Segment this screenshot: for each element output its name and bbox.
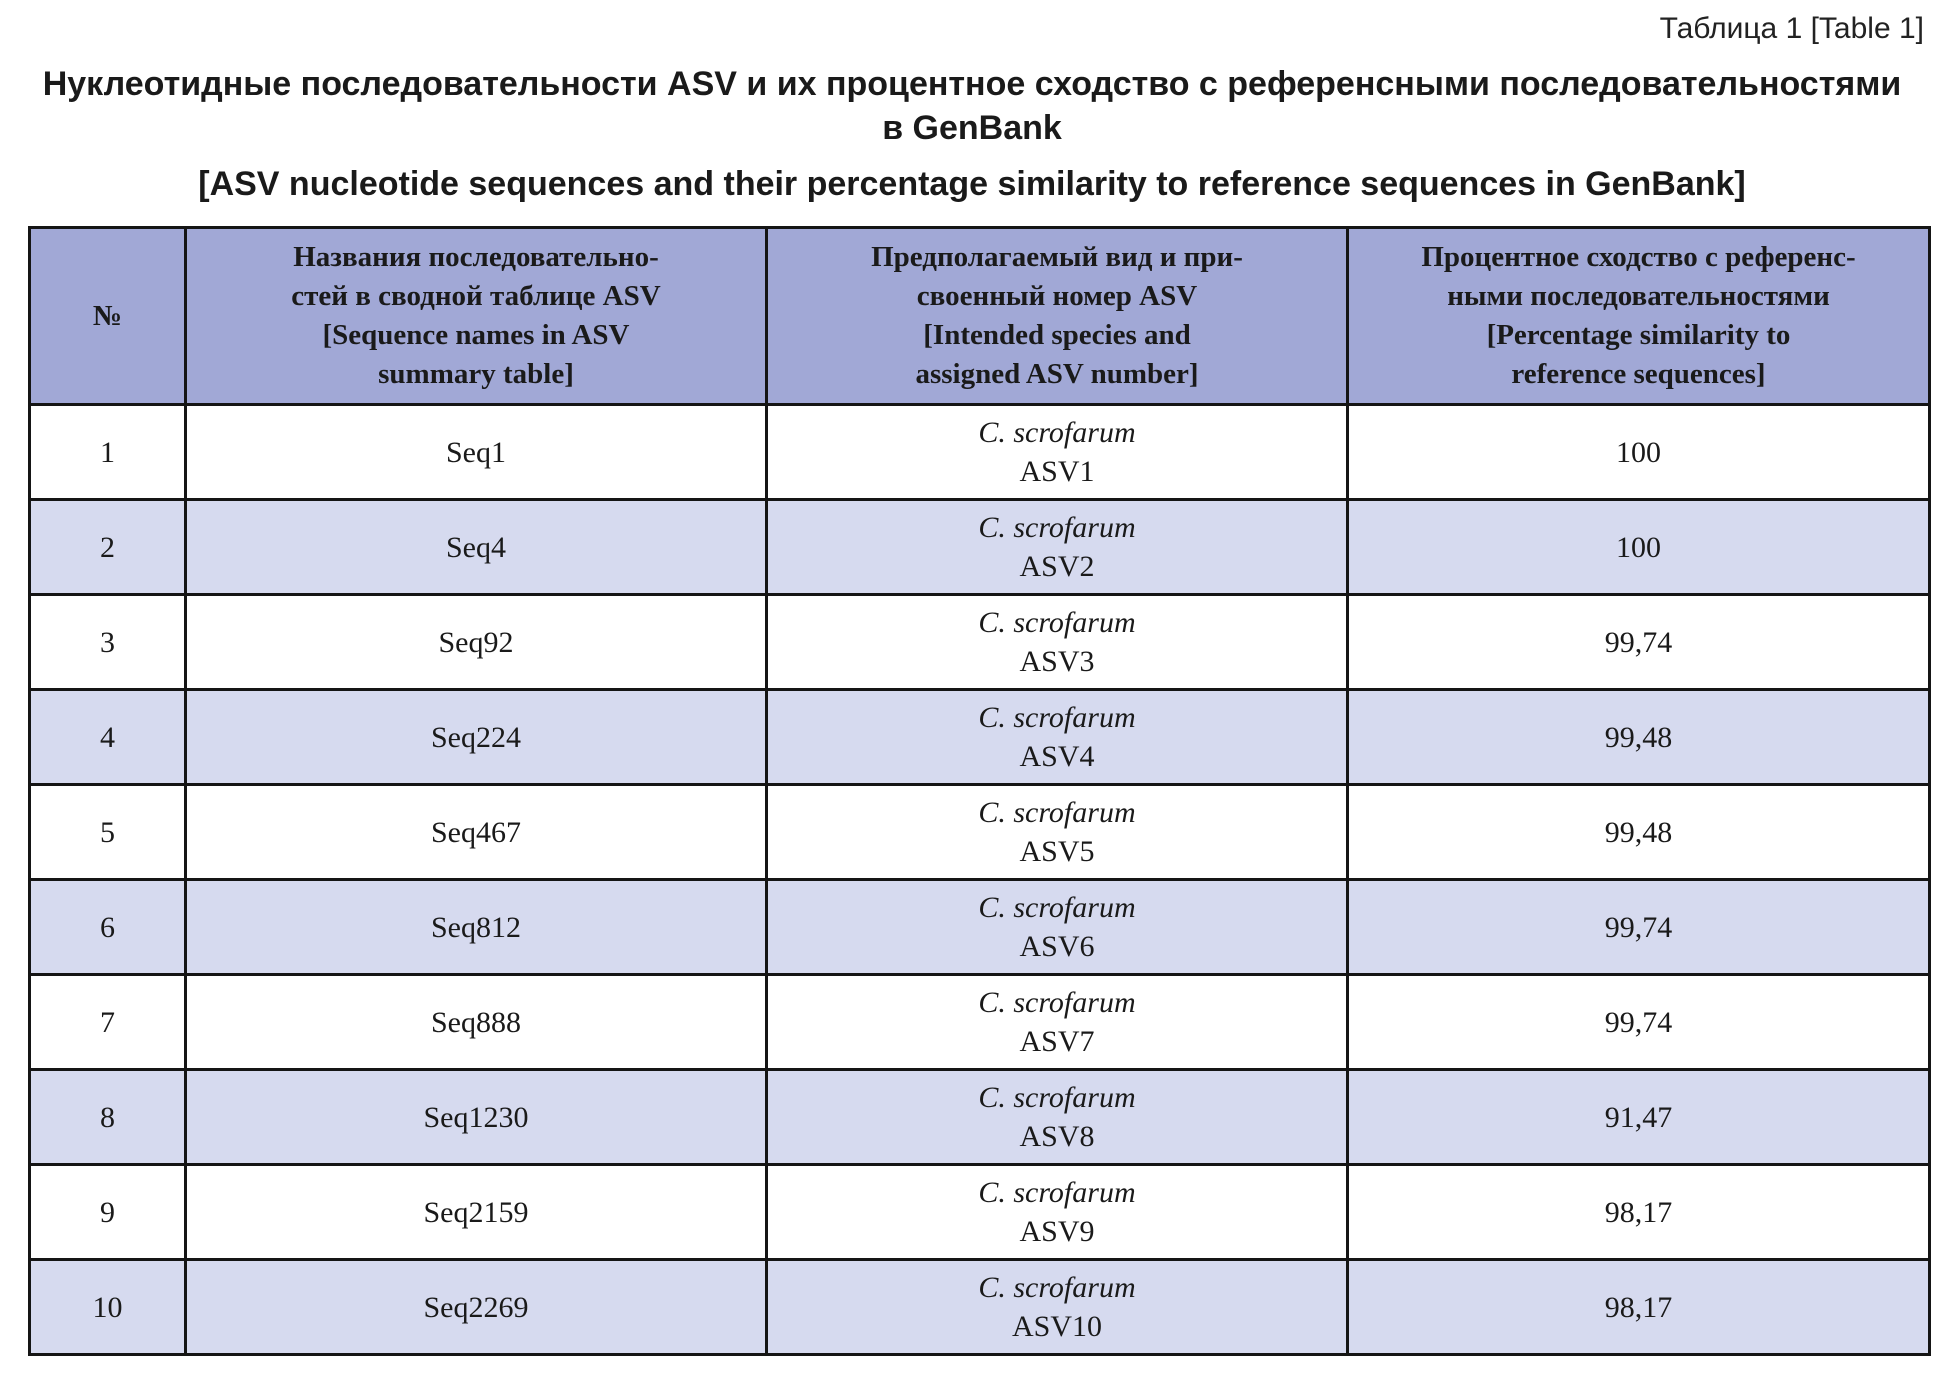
cell-similarity: 100 <box>1348 405 1930 500</box>
header-seq-line: стей в сводной таблице ASV <box>291 280 661 312</box>
table-row <box>30 1070 1930 1165</box>
asv-number: ASV10 <box>1011 1310 1102 1343</box>
species-name: C. scrofarum <box>978 796 1136 829</box>
asv-number: ASV2 <box>1019 550 1095 583</box>
header-species <box>767 228 1348 405</box>
header-seq-line: Названия последовательно- <box>293 241 659 273</box>
cell-similarity: 99,48 <box>1348 690 1930 785</box>
header-row <box>30 228 1930 405</box>
cell-sequence-name: Seq1 <box>186 405 767 500</box>
asv-number: ASV3 <box>1019 645 1095 678</box>
table-label: Таблица 1 [Table 1] <box>1659 12 1924 45</box>
cell-species <box>767 1165 1348 1260</box>
cell-species <box>767 1070 1348 1165</box>
species-name: C. scrofarum <box>978 1081 1136 1114</box>
cell-number: 2 <box>30 500 186 595</box>
asv-number: ASV1 <box>1019 455 1095 488</box>
table-body <box>30 405 1930 1355</box>
title-english: [ASV nucleotide sequences and their percentage similarity to reference sequences in GenBank] <box>198 165 1746 203</box>
table-row <box>30 690 1930 785</box>
table-row <box>30 785 1930 880</box>
cell-number: 8 <box>30 1070 186 1165</box>
cell-similarity: 100 <box>1348 500 1930 595</box>
species-name: C. scrofarum <box>978 416 1136 449</box>
header-species-line: [Intended species and <box>923 319 1191 351</box>
cell-number: 4 <box>30 690 186 785</box>
header-similarity-line: reference sequences] <box>1511 358 1766 390</box>
species-name: C. scrofarum <box>978 1176 1136 1209</box>
cell-similarity: 99,74 <box>1348 595 1930 690</box>
cell-sequence-name: Seq2269 <box>186 1260 767 1355</box>
cell-sequence-name: Seq2159 <box>186 1165 767 1260</box>
header-species-line: assigned ASV number] <box>915 358 1199 390</box>
asv-number: ASV4 <box>1019 740 1095 773</box>
title-russian-line-1: Нуклеотидные последовательности ASV и их процентное сходство с референсными последовательностями <box>42 65 1902 103</box>
cell-sequence-name: Seq888 <box>186 975 767 1070</box>
cell-number: 1 <box>30 405 186 500</box>
table-row <box>30 405 1930 500</box>
cell-similarity: 99,74 <box>1348 975 1930 1070</box>
header-similarity-line: Процентное сходство с референс- <box>1421 241 1856 273</box>
cell-number: 10 <box>30 1260 186 1355</box>
cell-number: 6 <box>30 880 186 975</box>
asv-number: ASV8 <box>1019 1120 1095 1153</box>
cell-sequence-name: Seq224 <box>186 690 767 785</box>
species-name: C. scrofarum <box>978 701 1136 734</box>
species-name: C. scrofarum <box>978 606 1136 639</box>
species-name: C. scrofarum <box>978 511 1136 544</box>
cell-similarity: 98,17 <box>1348 1165 1930 1260</box>
cell-sequence-name: Seq4 <box>186 500 767 595</box>
header-species-line: своенный номер ASV <box>916 280 1198 312</box>
table-row <box>30 1260 1930 1355</box>
cell-species <box>767 595 1348 690</box>
cell-sequence-name: Seq1230 <box>186 1070 767 1165</box>
header-sequence-name <box>186 228 767 405</box>
header-similarity-line: ными последовательностями <box>1447 280 1830 312</box>
table-row <box>30 1165 1930 1260</box>
cell-similarity: 99,48 <box>1348 785 1930 880</box>
cell-number: 9 <box>30 1165 186 1260</box>
header-similarity-line: [Percentage similarity to <box>1486 319 1791 351</box>
table-row <box>30 595 1930 690</box>
cell-sequence-name: Seq812 <box>186 880 767 975</box>
title-russian-line-2: в GenBank <box>882 109 1062 147</box>
cell-similarity: 98,17 <box>1348 1260 1930 1355</box>
species-name: C. scrofarum <box>978 1271 1136 1304</box>
table-row <box>30 500 1930 595</box>
table-header <box>30 228 1930 405</box>
cell-number: 5 <box>30 785 186 880</box>
species-name: C. scrofarum <box>978 986 1136 1019</box>
asv-number: ASV5 <box>1019 835 1095 868</box>
cell-species <box>767 1260 1348 1355</box>
header-number: № <box>30 228 186 405</box>
cell-sequence-name: Seq467 <box>186 785 767 880</box>
cell-sequence-name: Seq92 <box>186 595 767 690</box>
cell-species <box>767 500 1348 595</box>
cell-species <box>767 880 1348 975</box>
header-seq-line: [Sequence names in ASV <box>322 319 630 351</box>
header-similarity <box>1348 228 1930 405</box>
cell-number: 3 <box>30 595 186 690</box>
species-name: C. scrofarum <box>978 891 1136 924</box>
header-species-line: Предполагаемый вид и при- <box>871 241 1243 273</box>
cell-similarity: 91,47 <box>1348 1070 1930 1165</box>
cell-species <box>767 975 1348 1070</box>
asv-number: ASV9 <box>1019 1215 1095 1248</box>
asv-number: ASV7 <box>1019 1025 1095 1058</box>
asv-table <box>28 226 1931 1356</box>
asv-number: ASV6 <box>1019 930 1095 963</box>
title-russian <box>40 62 1904 150</box>
header-seq-line: summary table] <box>378 358 574 390</box>
cell-similarity: 99,74 <box>1348 880 1930 975</box>
table-row <box>30 880 1930 975</box>
cell-number: 7 <box>30 975 186 1070</box>
cell-species <box>767 690 1348 785</box>
cell-species <box>767 405 1348 500</box>
cell-species <box>767 785 1348 880</box>
table-row <box>30 975 1930 1070</box>
